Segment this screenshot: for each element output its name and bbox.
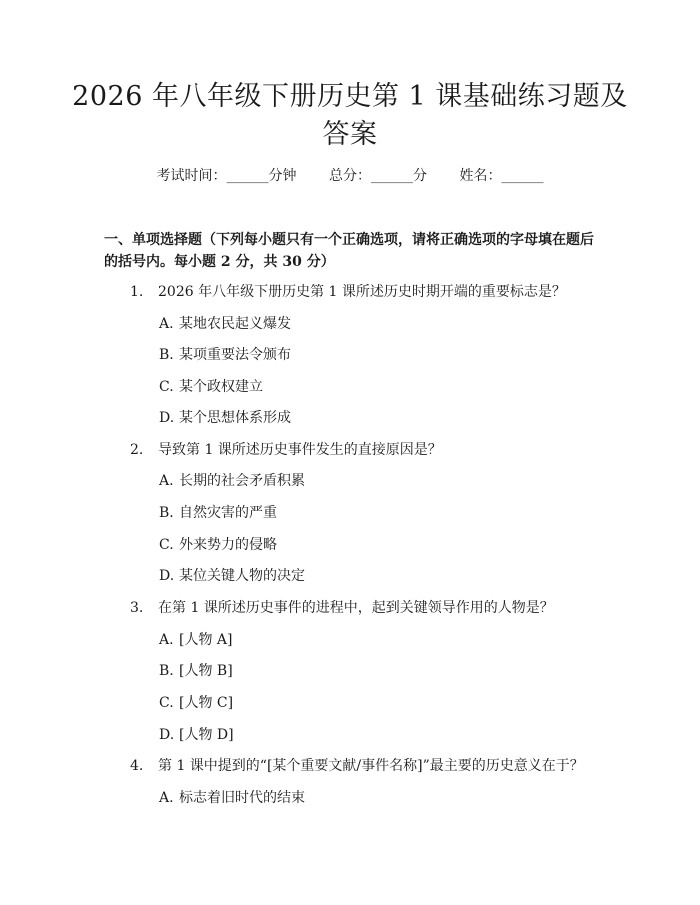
option-text: 某地农民起义爆发 [179,316,291,332]
question-number: 2. [130,442,144,458]
question-text: 2026 年八年级下册历史第 1 课所述历史时期开端的重要标志是？ [158,284,566,300]
option-text: 某位关键人物的决定 [179,568,305,584]
option-letter: B. [159,347,174,363]
question-2 [130,440,442,460]
question-4 [130,756,584,776]
option-3c [159,693,233,713]
option-text: 自然灾害的严重 [179,505,277,521]
option-1d [159,408,291,428]
option-text: [人物 C] [179,695,234,711]
option-text: 标志着旧时代的结束 [179,790,305,806]
option-1a [159,314,291,334]
option-letter: A. [159,316,174,332]
question-text: 在第 1 课所述历史事件的进程中，起到关键领导作用的人物是？ [158,600,554,616]
option-text: [人物 B] [179,663,233,679]
option-letter: B. [159,663,174,679]
option-4a [159,788,305,808]
option-letter: C. [159,695,174,711]
exam-meta [0,166,700,186]
option-text: [人物 D] [179,727,234,743]
option-text: 某个政权建立 [179,379,263,395]
option-3d [159,725,234,745]
option-letter: D. [159,727,175,743]
option-1b [159,345,291,365]
option-1c [159,377,263,397]
option-2d [159,566,305,586]
option-2b [159,503,277,523]
option-text: 某个思想体系形成 [179,410,291,426]
option-text: 某项重要法令颁布 [179,347,291,363]
option-letter: B. [159,505,174,521]
option-text: 外来势力的侵略 [179,537,277,553]
question-3 [130,598,554,618]
page-title: 2026 年八年级下册历史第 1 课基础练习题及答案 [72,81,628,150]
question-text: 导致第 1 课所述历史事件发生的直接原因是？ [158,442,442,458]
option-letter: D. [159,410,175,426]
option-2c [159,535,277,555]
option-2a [159,471,305,491]
student-name: 姓名：______ [459,168,544,184]
question-number: 1. [130,284,144,300]
question-text: 第 1 课中提到的“[某个重要文献/事件名称]”最主要的历史意义在于？ [158,758,584,774]
option-text: 长期的社会矛盾积累 [179,473,305,489]
question-1 [130,282,566,302]
option-letter: A. [159,790,174,806]
question-number: 3. [130,600,144,616]
option-3a [159,630,232,650]
option-text: [人物 A] [179,632,233,648]
question-number: 4. [130,758,144,774]
section-heading: 一、单项选择题（下列每小题只有一个正确选项，请将正确选项的字母填在题后的括号内。每小题 2 分，共 30 分） [104,232,594,270]
option-letter: D. [159,568,175,584]
option-letter: A. [159,473,174,489]
option-letter: C. [159,537,174,553]
option-3b [159,661,233,681]
option-letter: C. [159,379,174,395]
option-letter: A. [159,632,174,648]
exam-time: 考试时间：______分钟 [156,168,297,184]
total-score: 总分：______分 [329,168,427,184]
